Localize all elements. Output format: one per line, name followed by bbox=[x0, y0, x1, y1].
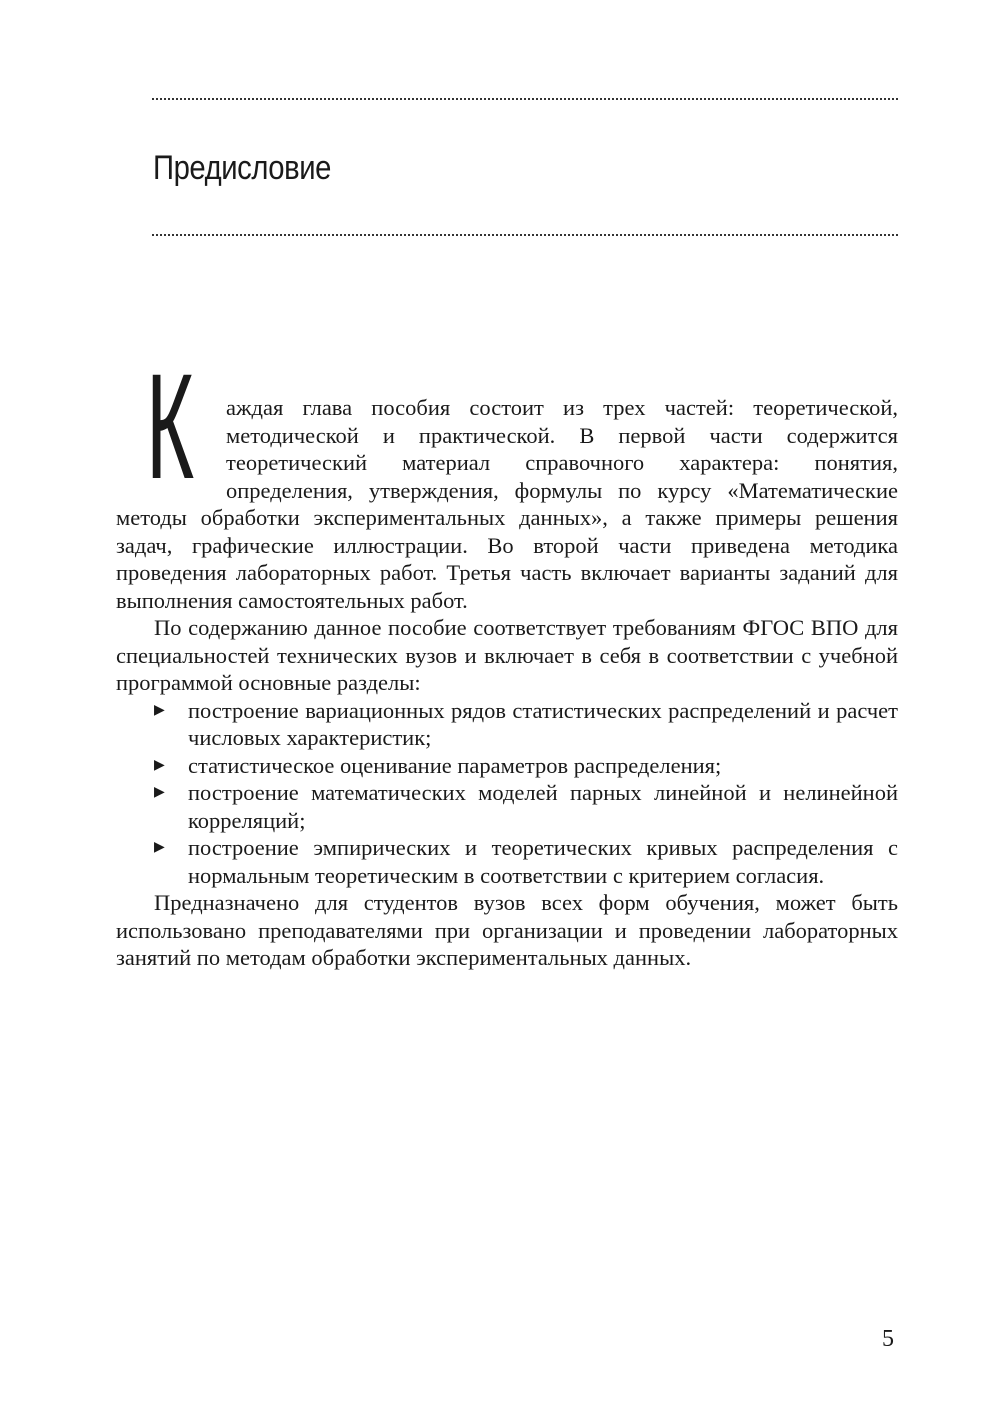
audience-paragraph: Предназначено для студентов вузов всех форм обучения, может быть использовано преподавателями при организации и проведении лабораторных занятий по методам обработки экспериментальных данных. bbox=[116, 890, 898, 970]
top-dotted-rule bbox=[152, 98, 898, 100]
page-title: Предисловие bbox=[153, 149, 331, 187]
list-item: ▶ построение математических моделей парных линейной и нелинейной корреляций; bbox=[154, 780, 898, 833]
list-item: ▶ статистическое оценивание параметров распределения; bbox=[154, 752, 722, 778]
triangle-bullet-icon: ▶ bbox=[154, 757, 165, 773]
document-body bbox=[116, 342, 898, 972]
sections-list bbox=[116, 697, 898, 890]
bottom-dotted-rule bbox=[152, 234, 898, 236]
list-item: ▶ построение вариационных рядов статистических распределений и расчет числовых характеристик; bbox=[154, 697, 898, 750]
triangle-bullet-icon: ▶ bbox=[154, 702, 165, 718]
intro-text: аждая глава пособия состоит из трех частей: теоретической, методической и практической. В первой части содержится теоретический материал справочного характера: понятия, определения, утверждения, формулы по курсу «Математические методы обработки экспериментальных данных», а также примеры решения задач, графические иллюстрации. Во второй части приведена методика проведения лабораторных работ. Третья часть включает варианты заданий для выполнения самостоятельных работ. bbox=[116, 395, 898, 613]
list-item: ▶ построение эмпирических и теоретических кривых распределения с нормальным теоретическим в соответствии с критерием согласия. bbox=[154, 835, 898, 888]
page-number: 5 bbox=[882, 1326, 894, 1352]
triangle-bullet-icon: ▶ bbox=[154, 840, 165, 855]
drop-cap: К bbox=[146, 342, 195, 510]
triangle-bullet-icon: ▶ bbox=[154, 785, 165, 800]
intro-paragraph bbox=[116, 342, 898, 614]
requirements-paragraph: По содержанию данное пособие соответствует требованиям ФГОС ВПО для специальностей технических вузов и включает в себя в соответствии с учебной программой основные разделы: bbox=[116, 615, 898, 695]
